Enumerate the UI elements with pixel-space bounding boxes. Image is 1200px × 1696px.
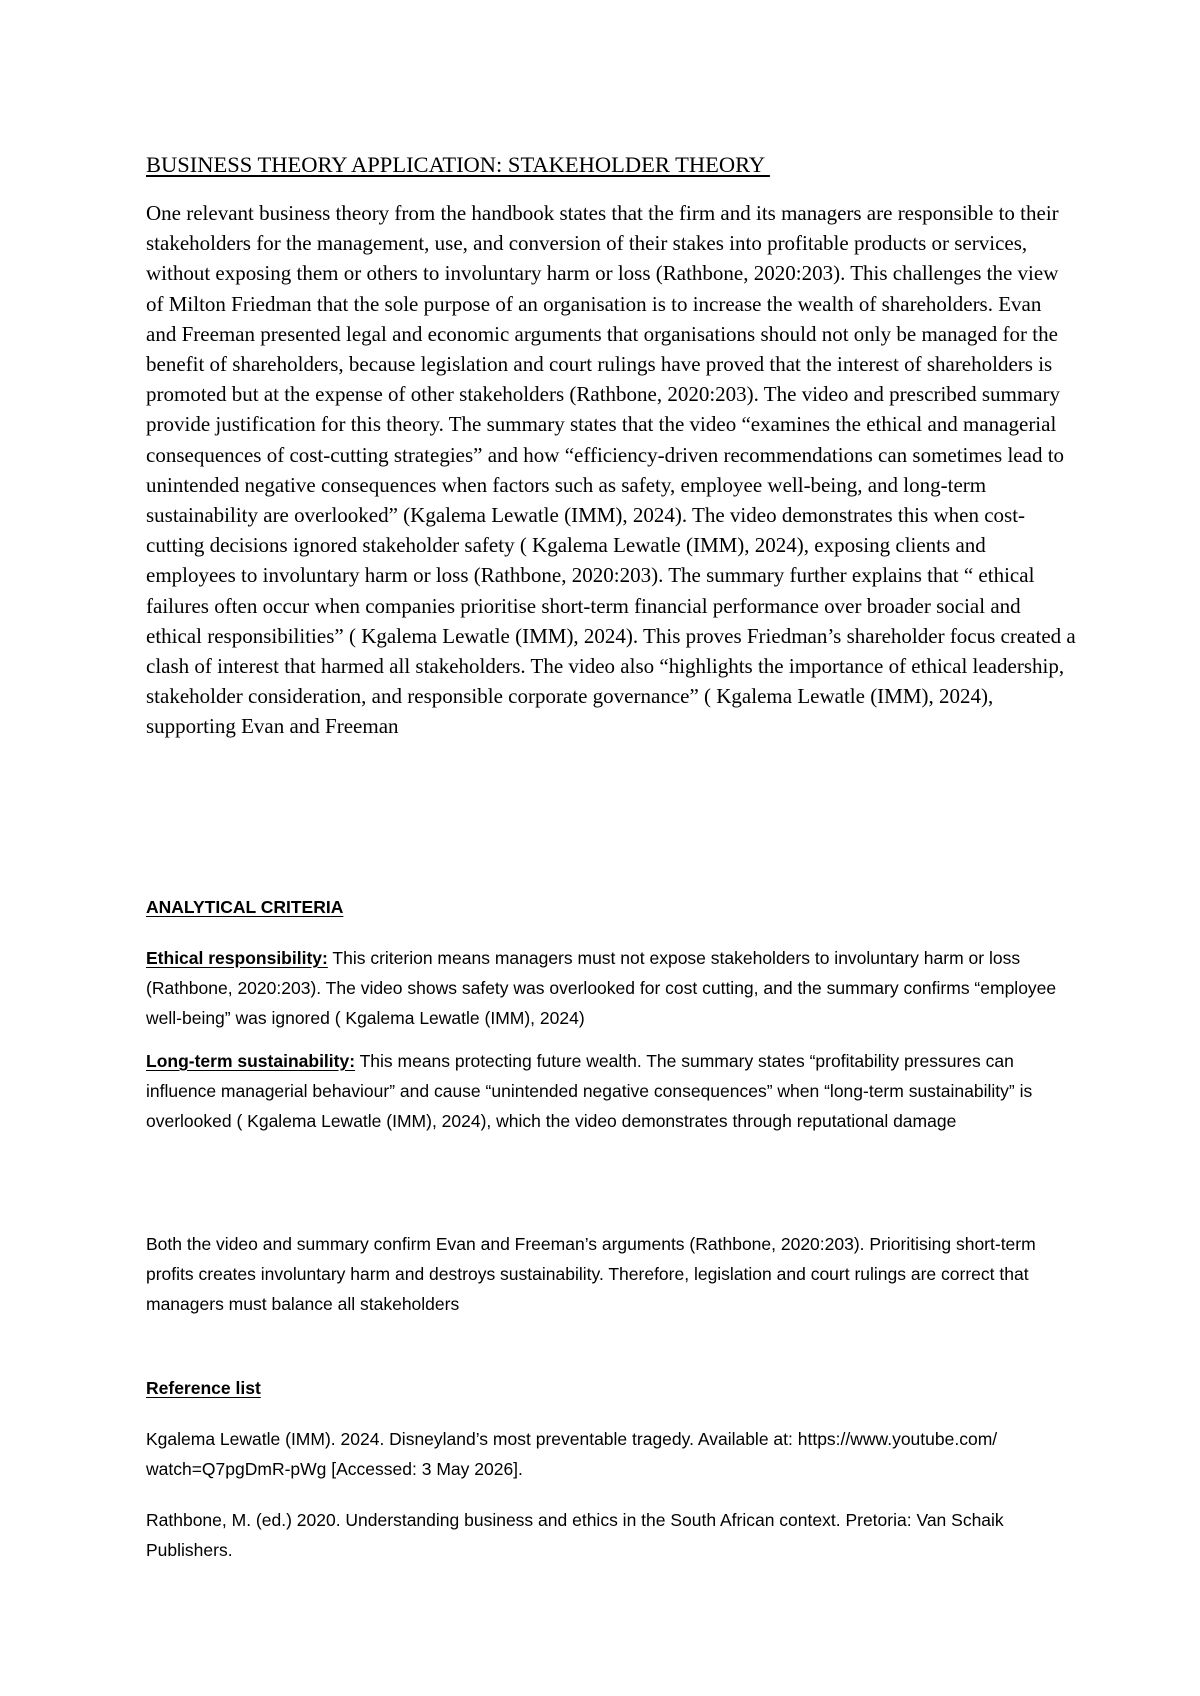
criterion-term: Ethical responsibility: [146, 948, 328, 968]
reference-entry: Kgalema Lewatle (IMM). 2024. Disneyland’s most preventable tragedy. Available at: https://www.youtube.com/ watch=Q7pgDmR-pWg [Accessed: 3 May 2026]. [146, 1429, 998, 1479]
document-title: BUSINESS THEORY APPLICATION: STAKEHOLDER THEORY [146, 152, 770, 177]
criterion-text: This criterion means managers must not expose stakeholders to involuntary harm or loss (Rathbone, 2020:203). The video shows safety was overlooked for cost cutting, and the summary confirms “employee well-being” was ignored ( Kgalema Lewatle (IMM), 2024) [146, 948, 1057, 1028]
reference-entry: Rathbone, M. (ed.) 2020. Understanding business and ethics in the South African context. Pretoria: Van Schaik Publishers. [146, 1510, 1004, 1560]
reference-list-heading: Reference list [146, 1378, 261, 1398]
criterion-long-term-sustainability [146, 1046, 1076, 1136]
criterion-ethical-responsibility [146, 943, 1076, 1033]
intro-paragraph: One relevant business theory from the handbook states that the firm and its managers are responsible to their stakeholders for the management, use, and conversion of their stakes into profitable products or services, without exposing them or others to involuntary harm or loss (Rathbone, 2020:203). This challenges the view of Milton Friedman that the sole purpose of an organisation is to increase the wealth of shareholders. Evan and Freeman presented legal and economic arguments that organisations should not only be managed for the benefit of shareholders, because legislation and court rulings have proved that the interest of shareholders is promoted but at the expense of other stakeholders (Rathbone, 2020:203). The video and prescribed summary provide justification for this theory. The summary states that the video “examines the ethical and managerial consequences of cost-cutting strategies” and how “efficiency-driven recommendations can sometimes lead to unintended negative consequences when factors such as safety, employee well-being, and long-term sustainability are overlooked” (Kgalema Lewatle (IMM), 2024). The video demonstrates this when cost-cutting decisions ignored stakeholder safety ( Kgalema Lewatle (IMM), 2024), exposing clients and employees to involuntary harm or loss (Rathbone, 2020:203). The summary further explains that “ ethical failures often occur when companies prioritise short-term financial performance over broader social and ethical responsibilities” ( Kgalema Lewatle (IMM), 2024). This proves Friedman’s shareholder focus created a clash of interest that harmed all stakeholders. The video also “highlights the importance of ethical leadership, stakeholder consideration, and responsible corporate governance” ( Kgalema Lewatle (IMM), 2024), supporting Evan and Freeman [146, 201, 1076, 739]
criterion-term: Long-term sustainability: [146, 1051, 356, 1071]
conclusion-paragraph: Both the video and summary confirm Evan and Freeman’s arguments (Rathbone, 2020:203). Prioritising short-term profits creates involuntary harm and destroys sustainability. Therefore, legislation and court rulings are correct that managers must balance all stakeholders [146, 1234, 1036, 1314]
analytical-criteria-heading: ANALYTICAL CRITERIA [146, 897, 344, 917]
criterion-text: This means protecting future wealth. The summary states “profitability pressures can influence managerial behaviour” and cause “unintended negative consequences” when “long-term sustainability” is overlooked ( Kgalema Lewatle (IMM), 2024), which the video demonstrates through reputational damage [146, 1051, 1033, 1131]
